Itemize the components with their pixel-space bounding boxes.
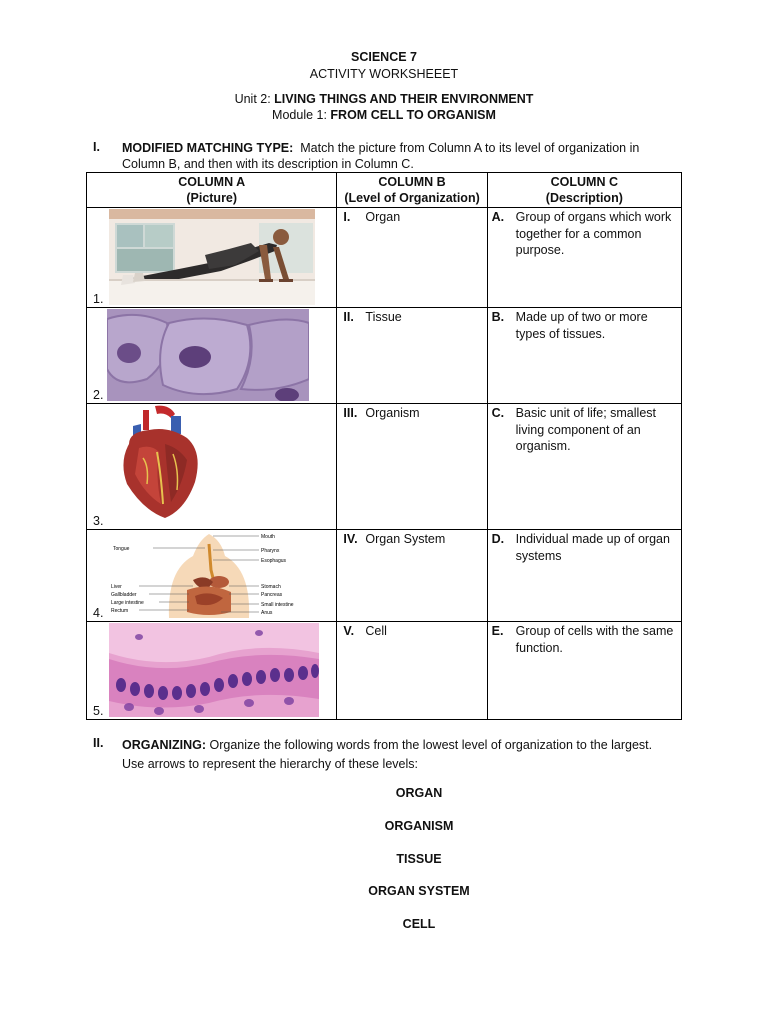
plant-tissue-micrograph-image	[107, 309, 309, 401]
human-heart-image	[109, 404, 209, 524]
label-gallbladder: Gallbladder	[111, 592, 137, 598]
unit-title: LIVING THINGS AND THEIR ENVIRONMENT	[274, 92, 534, 106]
label-pharynx: Pharynx	[261, 548, 280, 554]
level-name: Organ	[365, 210, 401, 224]
item-number: 5.	[93, 704, 104, 718]
digestive-system-diagram-image	[109, 530, 315, 618]
document-type: ACTIVITY WORKSHEEET	[309, 67, 459, 81]
matching-table	[86, 172, 682, 720]
label-mouth: Mouth	[261, 534, 275, 540]
level-name: Organism	[365, 406, 420, 420]
description-text: Group of cells with the same function.	[515, 624, 674, 655]
organizing-word: ORGAN	[395, 786, 443, 800]
column-c-header: COLUMN C (Description)	[487, 173, 681, 208]
level-cell	[337, 530, 487, 622]
organizing-word: ORGAN SYSTEM	[368, 884, 470, 898]
description-cell	[487, 622, 681, 720]
label-large-intestine: Large intestine	[111, 600, 144, 606]
description-cell	[487, 208, 681, 308]
section-1-number: I.	[93, 140, 100, 154]
picture-cell	[87, 308, 337, 404]
level-cell	[337, 308, 487, 404]
picture-cell	[87, 208, 337, 308]
level-name: Cell	[365, 624, 387, 638]
table-row	[87, 308, 682, 404]
epithelial-cells-micrograph-image	[109, 623, 319, 717]
level-numeral: III.	[343, 406, 358, 420]
section-2-instructions: ORGANIZING: Organize the following words from the lowest level of organization to the largest. Use arrows to represent the hierarchy of these levels:	[122, 738, 653, 771]
description-letter: B.	[491, 310, 505, 324]
organizing-word: CELL	[402, 917, 436, 931]
item-number: 3.	[93, 514, 104, 528]
item-number: 4.	[93, 606, 104, 620]
description-cell	[487, 404, 681, 530]
level-cell	[337, 404, 487, 530]
level-cell	[337, 208, 487, 308]
column-a-header: COLUMN A (Picture)	[87, 173, 337, 208]
label-rectum: Rectum	[111, 608, 129, 614]
table-header-row	[87, 173, 682, 208]
label-tongue: Tongue	[113, 546, 130, 552]
table-row	[87, 622, 682, 720]
module-title: FROM CELL TO ORGANISM	[330, 108, 496, 122]
description-letter: C.	[491, 406, 505, 420]
description-text: Made up of two or more types of tissues.	[515, 310, 648, 341]
description-text: Individual made up of organ systems	[515, 532, 670, 563]
level-numeral: I.	[343, 210, 351, 224]
description-letter: E.	[491, 624, 504, 638]
label-liver: Liver	[111, 584, 122, 590]
description-text: Basic unit of life; smallest living component of an organism.	[515, 406, 656, 453]
person-doing-pushup-image	[109, 209, 315, 305]
description-cell	[487, 530, 681, 622]
section-1-title: MODIFIED MATCHING TYPE:	[122, 141, 294, 155]
unit-heading: Unit 2: LIVING THINGS AND THEIR ENVIRONMENT	[234, 92, 534, 106]
label-esophagus: Esophagus	[261, 558, 287, 564]
picture-cell	[87, 530, 337, 622]
label-pancreas: Pancreas	[261, 592, 283, 598]
label-anus: Anus	[261, 610, 273, 616]
module-heading: Module 1: FROM CELL TO ORGANISM	[272, 108, 496, 122]
level-numeral: IV.	[343, 532, 358, 546]
column-b-header: COLUMN B (Level of Organization)	[337, 173, 487, 208]
label-small-intestine: Small intestine	[261, 602, 294, 608]
table-row	[87, 404, 682, 530]
level-name: Tissue	[365, 310, 402, 324]
item-number: 1.	[93, 292, 104, 306]
table-row	[87, 530, 682, 622]
table-row	[87, 208, 682, 308]
organizing-word: TISSUE	[396, 852, 442, 866]
section-2-title: ORGANIZING:	[122, 738, 207, 752]
item-number: 2.	[93, 388, 104, 402]
section-1-instructions: MODIFIED MATCHING TYPE: Match the picture from Column A to its level of organization in Column B, and then with its description in Column C.	[122, 141, 640, 171]
picture-cell	[87, 622, 337, 720]
level-numeral: II.	[343, 310, 354, 324]
description-cell	[487, 308, 681, 404]
level-cell	[337, 622, 487, 720]
organizing-word: ORGANISM	[384, 819, 454, 833]
description-letter: A.	[491, 210, 505, 224]
level-numeral: V.	[343, 624, 355, 638]
description-text: Group of organs which work together for a common purpose.	[515, 210, 672, 257]
label-stomach: Stomach	[261, 584, 281, 590]
course-title: SCIENCE 7	[351, 50, 417, 64]
section-2-number: II.	[93, 736, 104, 750]
description-letter: D.	[491, 532, 505, 546]
level-name: Organ System	[365, 532, 446, 546]
picture-cell	[87, 404, 337, 530]
